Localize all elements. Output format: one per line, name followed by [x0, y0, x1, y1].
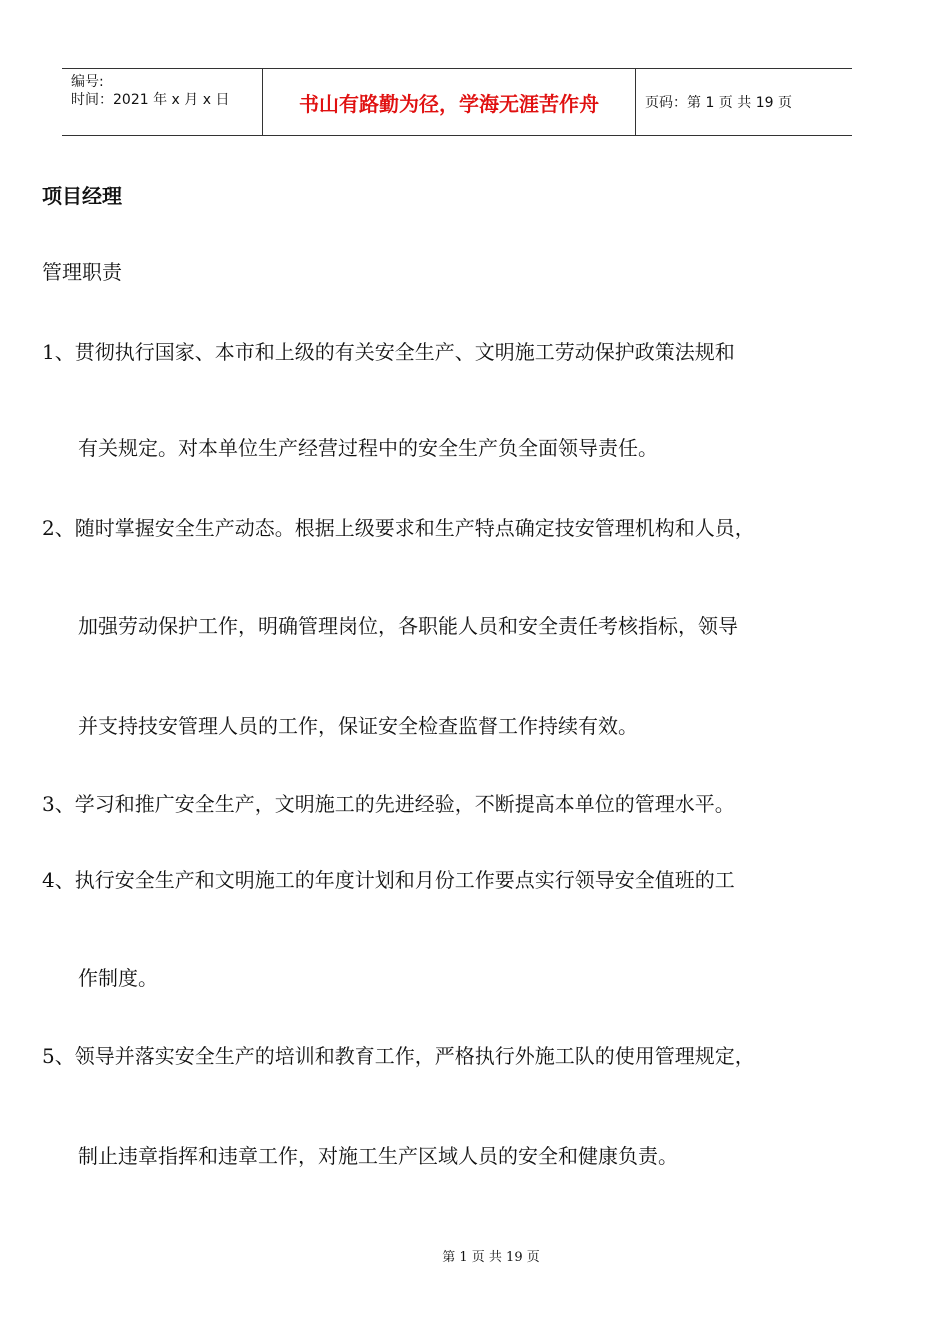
page-footer: 第 1 页 共 19 页 — [442, 1250, 540, 1265]
body-line: 1、贯彻执行国家、本市和上级的有关安全生产、文明施工劳动保护政策法规和 — [42, 340, 735, 364]
document-time-label: 时间：2021 年 x 月 x 日 — [71, 92, 230, 108]
body-line: 5、领导并落实安全生产的培训和教育工作，严格执行外施工队的使用管理规定， — [42, 1044, 755, 1068]
document-number-label: 编号: — [71, 74, 104, 90]
document-header — [62, 68, 852, 136]
body-line: 并支持技安管理人员的工作，保证安全检查监督工作持续有效。 — [78, 714, 638, 738]
header-motto: 书山有路勤为径，学海无涯苦作舟 — [263, 69, 636, 135]
body-line: 3、学习和推广安全生产，文明施工的先进经验，不断提高本单位的管理水平。 — [42, 792, 735, 816]
body-line: 4、执行安全生产和文明施工的年度计划和月份工作要点实行领导安全值班的工 — [42, 868, 735, 892]
body-line: 有关规定。对本单位生产经营过程中的安全生产负全面领导责任。 — [78, 436, 658, 460]
body-line: 2、随时掌握安全生产动态。根据上级要求和生产特点确定技安管理机构和人员， — [42, 516, 755, 540]
section-title: 管理职责 — [42, 260, 122, 284]
document-title: 项目经理 — [42, 184, 122, 208]
body-line: 加强劳动保护工作，明确管理岗位，各职能人员和安全责任考核指标，领导 — [78, 614, 738, 638]
header-meta-cell — [62, 69, 263, 135]
body-line: 制止违章指挥和违章工作，对施工生产区域人员的安全和健康负责。 — [78, 1144, 678, 1168]
body-line: 作制度。 — [78, 966, 158, 990]
header-page-info: 页码：第 1 页 共 19 页 — [645, 95, 792, 111]
